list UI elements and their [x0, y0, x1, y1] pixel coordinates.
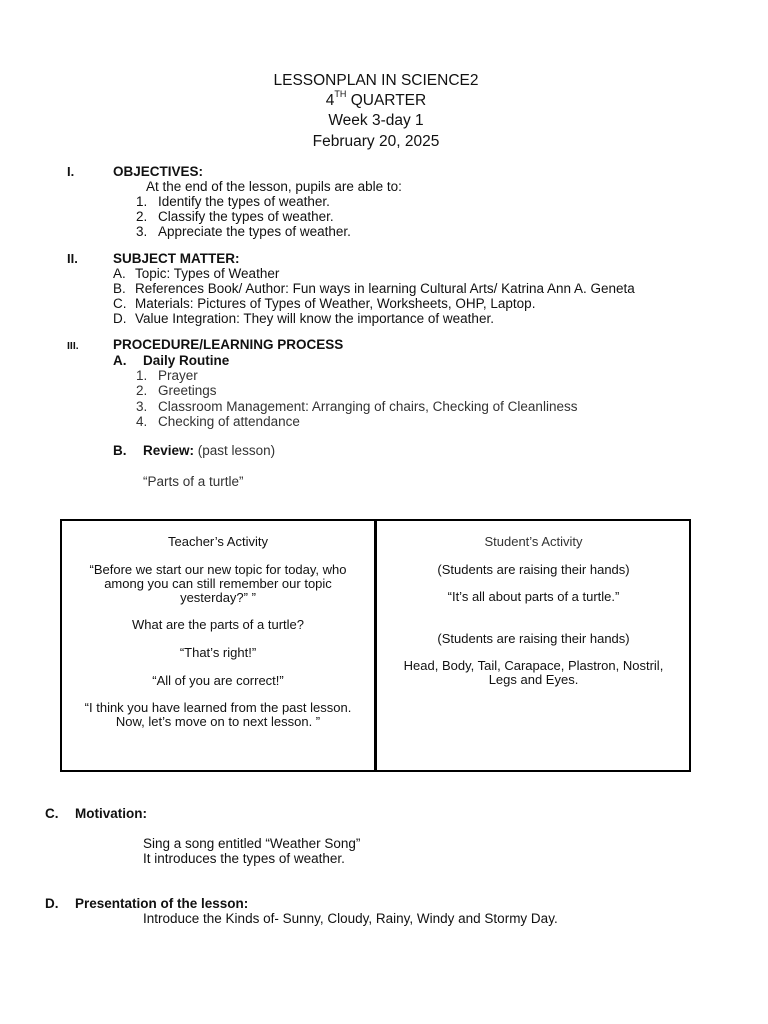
motivation-line: It introduces the types of weather. — [143, 851, 345, 866]
daily-routine-heading: Daily Routine — [143, 353, 230, 368]
objective-item-text: Classify the types of weather. — [158, 209, 334, 224]
review-topic: “Parts of a turtle” — [143, 474, 244, 489]
objective-item-text: Identify the types of weather. — [158, 194, 330, 209]
routine-item-text: Checking of attendance — [158, 414, 300, 429]
procedure-heading: PROCEDURE/LEARNING PROCESS — [113, 337, 344, 352]
routine-item-num: 1. — [136, 368, 148, 383]
student-line: (Students are raising their hands) — [437, 631, 630, 646]
teacher-line: What are the parts of a turtle? — [132, 617, 304, 632]
procedure-numeral: III. — [67, 340, 79, 352]
subject-matter-heading: SUBJECT MATTER: — [113, 251, 240, 266]
subject-item-text: Materials: Pictures of Types of Weather, Worksheets, OHP, Laptop. — [135, 296, 536, 311]
teacher-line: “I think you have learned from the past lesson. — [84, 700, 352, 715]
quarter-word: QUARTER — [350, 92, 427, 109]
routine-item-text: Greetings — [158, 383, 217, 398]
subject-item-letter: D. — [113, 311, 127, 326]
subject-item-letter: C. — [113, 296, 127, 311]
review-note: (past lesson) — [197, 443, 276, 458]
motivation-letter: C. — [45, 806, 59, 821]
objective-item: 2. — [136, 209, 148, 224]
objectives-heading: OBJECTIVES: — [113, 164, 204, 179]
quarter-number: 4 — [325, 92, 335, 109]
subject-item-letter: B. — [113, 281, 126, 296]
review-heading: Review: — [143, 443, 195, 458]
subject-item-letter: A. — [113, 266, 126, 281]
objective-item-text: Appreciate the types of weather. — [158, 224, 351, 239]
document-title: LESSONPLAN IN SCIENCE2 — [273, 72, 479, 89]
teacher-line: among you can still remember our topic — [104, 576, 332, 591]
student-activity-header: Student’s Activity — [484, 534, 583, 549]
daily-routine-letter: A. — [113, 353, 127, 368]
routine-item-text: Prayer — [158, 368, 198, 383]
routine-item-num: 4. — [136, 414, 148, 429]
teacher-line: “Before we start our new topic for today, who — [89, 562, 347, 577]
subject-item-text: Value Integration: They will know the importance of weather. — [135, 311, 494, 326]
teacher-line: “All of you are correct!” — [152, 673, 284, 688]
review-line — [143, 443, 275, 458]
student-line: “It’s all about parts of a turtle.” — [447, 589, 620, 604]
review-letter: B. — [113, 443, 127, 458]
objectives-intro: At the end of the lesson, pupils are able to: — [146, 179, 402, 194]
subject-matter-numeral: II. — [67, 251, 78, 266]
teacher-line: yesterday?” ” — [180, 590, 256, 605]
routine-item-text: Classroom Management: Arranging of chairs, Checking of Cleanliness — [158, 399, 578, 414]
routine-item-num: 3. — [136, 399, 148, 414]
date-line: February 20, 2025 — [312, 133, 440, 150]
quarter-superscript: TH — [334, 89, 347, 99]
objective-item: 1. — [136, 194, 148, 209]
motivation-heading: Motivation: — [75, 806, 147, 821]
objectives-numeral: I. — [67, 164, 75, 179]
student-line: Head, Body, Tail, Carapace, Plastron, Nostril, — [403, 658, 664, 673]
student-line: Legs and Eyes. — [488, 672, 579, 687]
student-line: (Students are raising their hands) — [437, 562, 630, 577]
routine-item-num: 2. — [136, 383, 148, 398]
teacher-activity-header: Teacher’s Activity — [168, 534, 268, 549]
subject-item-text: Topic: Types of Weather — [135, 266, 280, 281]
motivation-line: Sing a song entitled “Weather Song” — [143, 836, 361, 851]
objective-item: 3. — [136, 224, 148, 239]
teacher-line: “That’s right!” — [179, 645, 257, 660]
quarter-line — [0, 89, 752, 110]
presentation-letter: D. — [45, 896, 59, 911]
presentation-heading: Presentation of the lesson: — [75, 896, 249, 911]
presentation-text: Introduce the Kinds of- Sunny, Cloudy, Rainy, Windy and Stormy Day. — [143, 911, 558, 926]
week-line: Week 3-day 1 — [328, 112, 424, 129]
subject-item-text: References Book/ Author: Fun ways in learning Cultural Arts/ Katrina Ann A. Geneta — [135, 281, 635, 296]
teacher-line: Now, let’s move on to next lesson. ” — [115, 714, 321, 729]
